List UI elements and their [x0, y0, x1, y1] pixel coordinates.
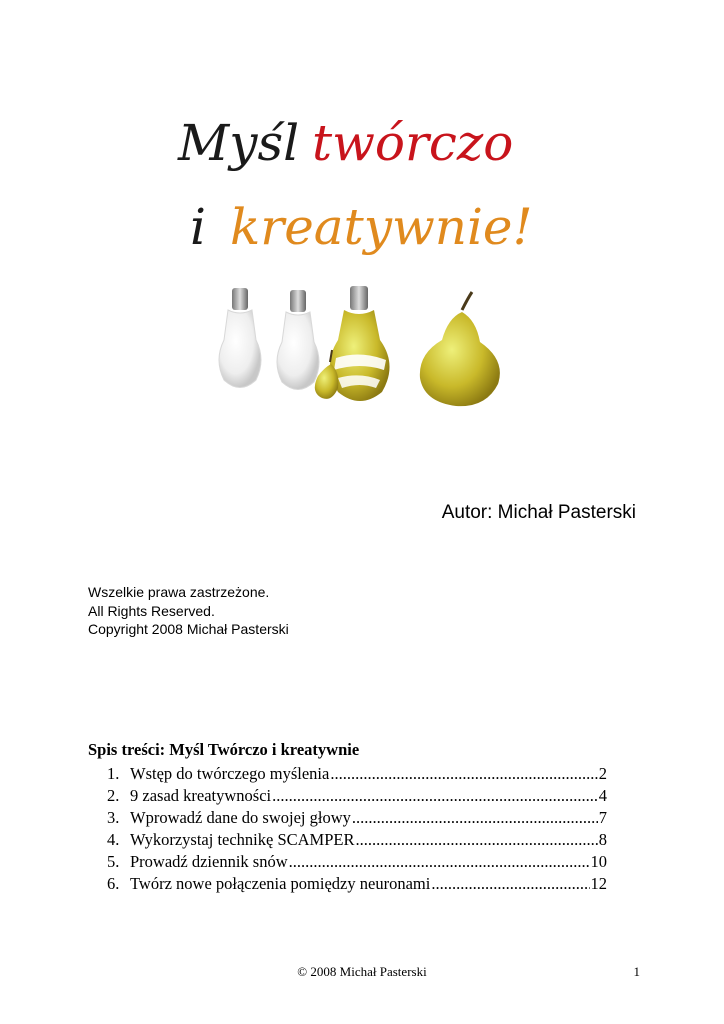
dot-leader: [355, 830, 597, 850]
cover-title: [170, 112, 550, 262]
pear-icon: [420, 292, 500, 406]
toc-entry-page: 2: [598, 764, 607, 783]
toc-entry-label: Wykorzystaj technikę SCAMPER: [130, 830, 355, 849]
rights-line: Wszelkie prawa zastrzeżone.: [88, 584, 270, 600]
toc-entry-number: 1.: [107, 764, 120, 783]
toc-entry[interactable]: [107, 874, 607, 896]
dot-leader: [352, 808, 598, 828]
toc-entry-page: 8: [598, 830, 607, 849]
toc-entry-number: 2.: [107, 786, 120, 805]
toc-entry-label: Wstęp do twórczego myślenia: [130, 764, 330, 783]
toc-entry-page: 4: [598, 786, 607, 805]
footer-page-number: 1: [633, 964, 640, 979]
toc-entry-page: 10: [590, 852, 607, 871]
dot-leader: [289, 852, 590, 872]
toc-entry-number: 4.: [107, 830, 120, 849]
toc-entry[interactable]: [107, 786, 607, 808]
author-line: Autor: Michał Pasterski: [441, 502, 636, 523]
toc-entry-number: 5.: [107, 852, 120, 871]
toc-entry-label: 9 zasad kreatywności: [130, 786, 272, 805]
footer-copyright: © 2008 Michał Pasterski: [297, 964, 427, 979]
title-word-i: i: [190, 198, 206, 256]
toc-entry[interactable]: [107, 808, 607, 830]
dot-leader: [272, 786, 598, 806]
toc-entry-page: 7: [598, 808, 607, 827]
title-word-kreatywnie: kreatywnie!: [230, 198, 533, 256]
toc-entry[interactable]: [107, 852, 607, 874]
light-bulb-icon: [277, 290, 319, 390]
toc-entry-label: Wprowadź dane do swojej głowy: [130, 808, 351, 827]
rights-line: All Rights Reserved.: [88, 602, 215, 619]
rights-block: [88, 583, 289, 639]
toc-entry-label: Prowadź dziennik snów: [130, 852, 288, 871]
title-word-mysl: Myśl: [178, 114, 300, 172]
table-of-contents: [107, 764, 607, 896]
dot-leader: [330, 764, 597, 784]
toc-entry-page: 12: [590, 874, 607, 893]
dot-leader: [431, 874, 589, 894]
toc-entry-number: 3.: [107, 808, 120, 827]
title-word-tworczo: twórczo: [312, 114, 514, 172]
copyright-line: Copyright 2008 Michał Pasterski: [88, 621, 289, 637]
light-bulb-icon: [219, 288, 261, 388]
toc-entry-number: 6.: [107, 874, 120, 893]
toc-entry[interactable]: [107, 830, 607, 852]
bulbs-and-pears-illustration: [210, 280, 530, 420]
toc-entry[interactable]: [107, 764, 607, 786]
toc-heading: Spis treści: Myśl Twórczo i kreatywnie: [88, 740, 360, 759]
peeled-pear-bulb-icon: [330, 286, 390, 401]
toc-entry-label: Twórz nowe połączenia pomiędzy neuronami: [130, 874, 431, 893]
